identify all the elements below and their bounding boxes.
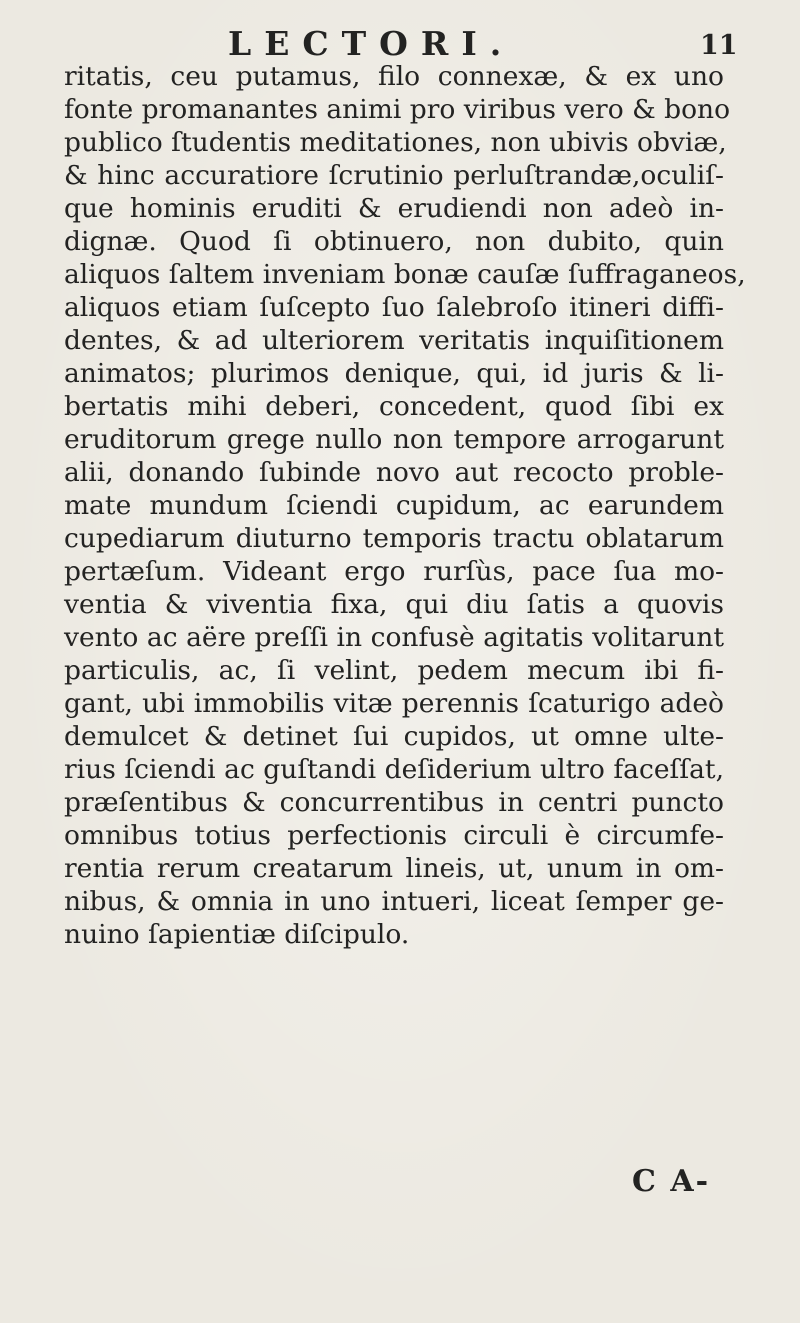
text-line: præſentibus & concurrentibus in centri puncto (64, 787, 724, 818)
text-line: cupediarum diuturno temporis tractu oblatarum (64, 523, 724, 554)
text-line: & hinc accuratiore ſcrutinio perluſtrandæ,oculiſ- (64, 160, 724, 191)
page-number: 11 (700, 30, 738, 61)
text-line: pertæſum. Videant ergo rurſùs, pace ſua mo- (64, 556, 724, 587)
text-line: dignæ. Quod ſi obtinuero, non dubito, quin (64, 226, 724, 257)
text-line: rentia rerum creatarum lineis, ut, unum in om- (64, 853, 724, 884)
text-line: vento ac aëre preſſi in confusè agitatis volitarunt (64, 622, 724, 653)
text-line: demulcet & detinet ſui cupidos, ut omne ulte- (64, 721, 724, 752)
text-line: omnibus totius perfectionis circuli è circumfe- (64, 820, 724, 851)
text-line: bertatis mihi deberi, concedent, quod ſibi ex (64, 391, 724, 422)
text-line: aliquos ſaltem inveniam bonæ cauſæ ſuffraganeos, (64, 259, 746, 290)
text-line: particulis, ac, ſi velint, pedem mecum ibi fi- (64, 655, 724, 686)
text-line: mate mundum ſciendi cupidum, ac earundem (64, 490, 724, 521)
text-line: que hominis eruditi & erudiendi non adeò in- (64, 193, 724, 224)
body-text (64, 60, 746, 951)
text-line: rius ſciendi ac guſtandi deſiderium ultro faceſſat, (64, 754, 724, 785)
text-line: nibus, & omnia in uno intueri, liceat ſemper ge- (64, 886, 724, 917)
text-line: publico ſtudentis meditationes, non ubivis obviæ, (64, 127, 727, 158)
text-line: aliquos etiam ſuſcepto ſuo ſalebroſo itineri diffi- (64, 292, 724, 323)
text-line: nuino ſapientiæ diſcipulo. (64, 919, 410, 950)
text-line: dentes, & ad ulteriorem veritatis inquiſitionem (64, 325, 724, 356)
text-line: alii, donando ſubinde novo aut recocto proble- (64, 457, 724, 488)
running-title: LECTORI. (228, 24, 515, 63)
catchword: C A- (632, 1164, 711, 1199)
text-line: ritatis, ceu putamus, filo connexæ, & ex uno (64, 61, 724, 92)
text-line: ventia & viventia fixa, qui diu ſatis a quovis (64, 589, 724, 620)
text-line: animatos; plurimos denique, qui, id juris & li- (64, 358, 724, 389)
text-line: eruditorum grege nullo non tempore arrogarunt (64, 424, 724, 455)
text-line: fonte promanantes animi pro viribus vero & bono (64, 94, 731, 125)
text-line: gant, ubi immobilis vitæ perennis ſcaturigo adeò (64, 688, 724, 719)
